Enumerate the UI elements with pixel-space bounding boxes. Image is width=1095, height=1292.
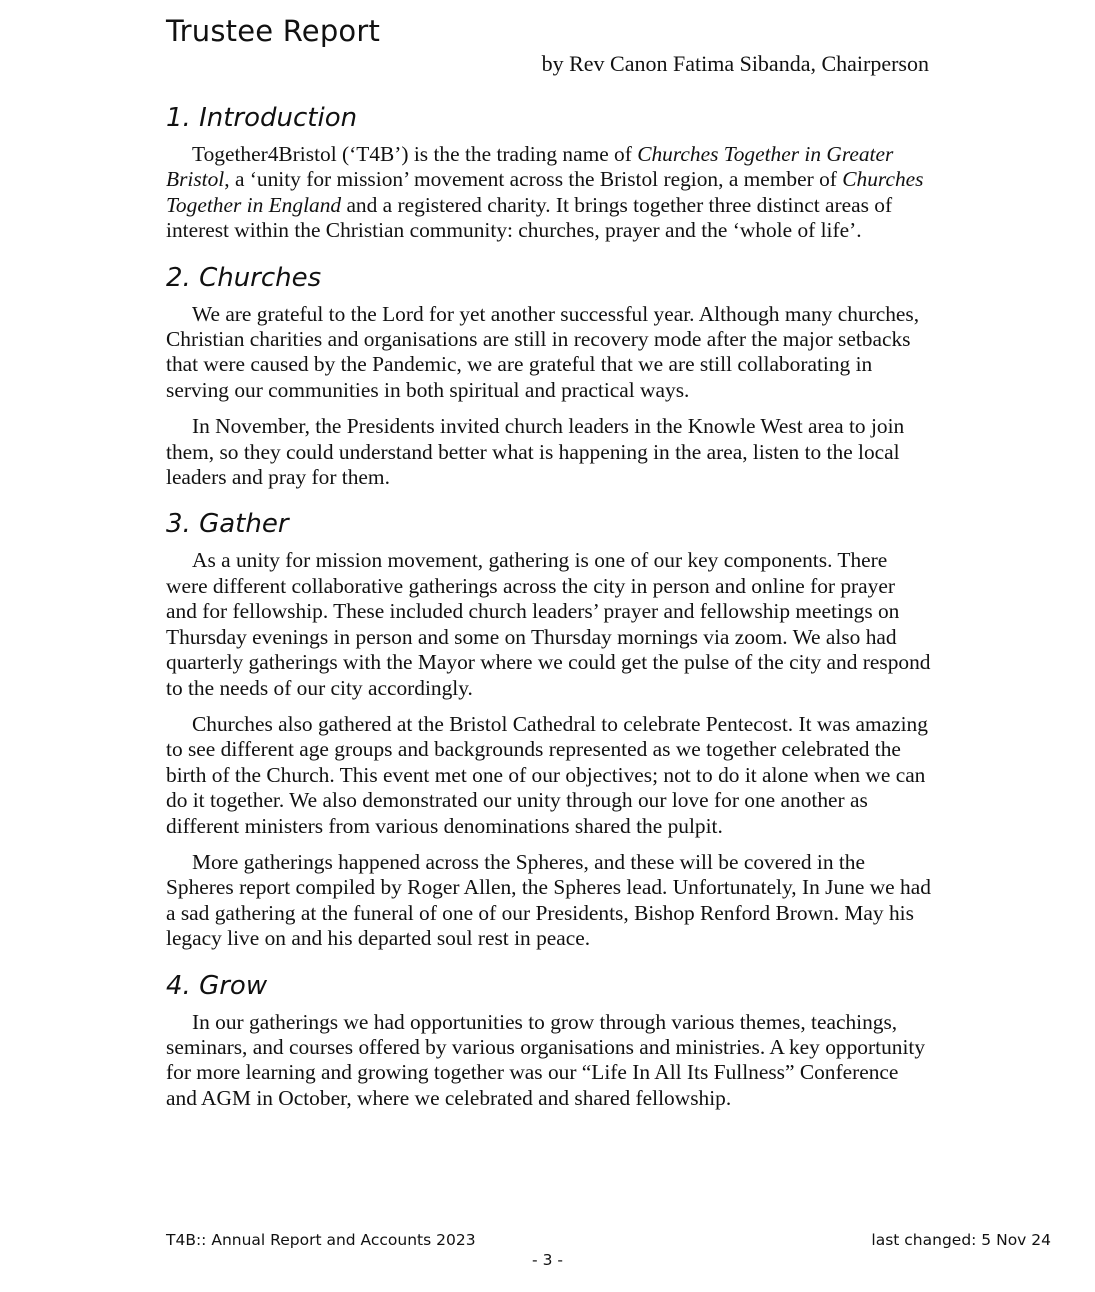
footer-document-title: T4B:: Annual Report and Accounts 2023 [166,1231,476,1249]
paragraph [166,1010,931,1112]
text-run: Churches also gathered at the Bristol Cathedral to celebrate Pentecost. It was amazing to see different age groups and backgrounds represented as we together celebrated the birth of the Church. This event met one of our objectives; not to do it alone when we can do it together. We also demonstrated our unity through our love for one another as different ministers from various denominations shared the pulpit. [166,711,928,838]
section-gather [166,504,931,951]
section-introduction [166,98,931,244]
text-run: In November, the Presidents invited church leaders in the Knowle West area to join them, so they could understand better what is happening in the area, listen to the local leaders and pray for them. [166,414,905,490]
page-number: - 3 - [532,1251,563,1269]
paragraph [166,548,931,700]
text-run: As a unity for mission movement, gathering is one of our key components. There were different collaborative gatherings across the city in person and online for prayer and for fellowship. These included church leaders’ prayer and fellowship meetings on Thursday evenings in person and some on Thursday mornings via zoom. We also had quarterly gatherings with the Mayor where we could get the pulse of the city and respond to the needs of our city accordingly. [166,548,931,700]
text-run: We are grateful to the Lord for yet another successful year. Although many churches, Christian charities and organisations are still in recovery mode after the major setbacks that were caused by the Pandemic, we are grateful that we are still collaborating in serving our communities in both spiritual and practical ways. [166,301,920,402]
section-heading: 1. Introduction [166,103,358,133]
section-heading: 2. Churches [166,262,322,293]
text-run: In our gatherings we had opportunities to grow through various themes, teachings, seminars, and courses offered by various organisations and ministries. A key opportunity for more learning and growing together was our “Life In All Its Fullness” Conference and AGM in October, where we celebrated and shared fellowship. [166,1009,926,1110]
italic-text-run: Churches Together in Greater Bristol [166,142,894,192]
text-run: , a ‘unity for mission’ movement across the Bristol region, a member of [224,167,843,192]
paragraph [166,414,931,490]
italic-text-run: Churches Together in England [166,167,924,217]
section-churches [166,258,931,491]
report-body [166,98,931,1122]
paragraph [166,142,931,244]
text-run: and a registered charity. It brings together three distinct areas of interest within the Christian community: churches, prayer and the ‘whole of life’. [166,192,893,243]
author-byline: by Rev Canon Fatima Sibanda, Chairperson [541,51,929,76]
section-grow [166,966,931,1112]
paragraph [166,850,931,952]
paragraph [166,302,931,404]
text-run: Together4Bristol (‘T4B’) is the the trading name of [192,142,638,166]
section-heading: 3. Gather [166,509,289,540]
text-run: More gatherings happened across the Spheres, and these will be covered in the Spheres report compiled by Roger Allen, the Spheres lead. Unfortunately, In June we had a sad gathering at the funeral of one of our Presidents, Bishop Renford Brown. May his legacy live on and his departed soul rest in peace. [166,849,931,951]
page-title: Trustee Report [166,14,381,48]
paragraph [166,712,931,839]
footer-last-changed: last changed: 5 Nov 24 [871,1231,1051,1249]
section-heading: 4. Grow [166,970,268,1001]
